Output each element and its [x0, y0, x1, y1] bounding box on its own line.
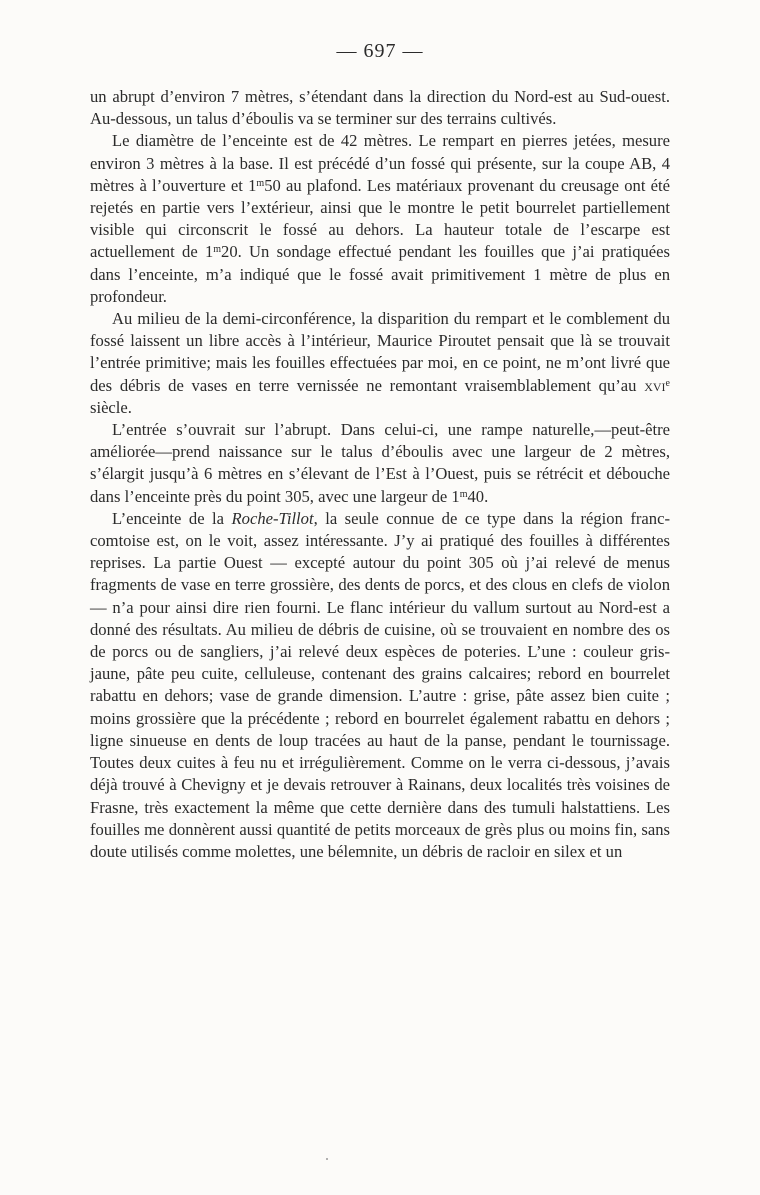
- text-run: , la seule connue de ce type dans la région franc-comtoise est, on le voit, assez intéressante. J’y ai pratiqué des fouilles à différentes reprises. La partie Ouest — excepté autour du point 305 où j’ai relevé de menus fragments de vase en terre grossière, des dents de porcs, et des clous en clefs de violon — n’a pour ainsi dire rien fourni. Le flanc intérieur du vallum surtout au Nord-est a donné des résultats. Au milieu de débris de cuisine, où se trouvaient en nombre des os de porcs ou de sangliers, j’ai relevé deux espèces de poteries. L’une : couleur gris-jaune, pâte peu cuite, celluleuse, contenant des grains calcaires; rebord en bourrelet rabattu en dehors; vase de grande dimension. L’autre : grise, pâte assez bien cuite ; moins grossière que la précédente ; rebord en bourrelet également rabattu en dehors ; ligne sinueuse en dents de loup tracées au haut de la panse, pendant le tournissage. Toutes deux cuites à feu nu et irrégulièrement. Comme on le verra ci-dessous, j’avais déjà trouvé à Chevigny et je devais retrouver à Rainans, deux localités très voisines de Frasne, très exactement la même que cette dernière dans des tumuli halstattiens. Les fouilles me donnèrent aussi quantité de petits morceaux de grès plus ou moins fin, sans doute utilisés comme molettes, une bélemnite, un débris de racloir en silex et un: [90, 508, 670, 861]
- italic-text: Roche-Tillot: [231, 508, 314, 528]
- superscript: m: [256, 177, 265, 189]
- text-run: 50 au plafond. Les matériaux provenant du creusage ont été rejetés en partie vers l’extérieur, ainsi que le montre le petit bourrelet partiellement visible qui circonscrit le fossé au dehors. La hauteur totale de l’escarpe est actuellement de 1: [90, 175, 670, 262]
- superscript: m: [459, 488, 468, 500]
- text-run: un abrupt d’environ 7 mètres, s’étendant dans la direction du Nord-est au Sud-ouest. Au-dessous, un talus d’éboulis va se terminer sur des terrains cultivés.: [90, 87, 670, 129]
- superscript: e: [665, 377, 670, 389]
- superscript: m: [213, 244, 222, 256]
- paragraph-p3: [90, 308, 670, 419]
- paragraph-p4: [90, 419, 670, 508]
- text-run: 20. Un sondage effectué pendant les fouilles que j’ai pratiquées dans l’enceinte, m’a indiqué que le fossé avait primitivement 1 mètre de plus en profondeur.: [90, 242, 670, 306]
- text-run: L’entrée s’ouvrait sur l’abrupt. Dans celui-ci, une rampe naturelle,—peut-être améliorée—prend naissance sur le talus d’éboulis avec une largeur de 2 mètres, s’élargit jusqu’à 6 mètres en s’élevant de l’Est à l’Ouest, puis se rétrécit et débouche dans l’enceinte près du point 305, avec une largeur de 1: [90, 420, 670, 506]
- text-run: Le diamètre de l’enceinte est de 42 mètres. Le rempart en pierres jetées, mesure environ 3 mètres à la base. Il est précédé d’un fossé qui présente, sur la coupe AB, 4 mètres à l’ouverture et 1: [90, 131, 670, 195]
- text-run: siècle.: [90, 397, 132, 417]
- text-run: 40.: [467, 486, 489, 506]
- body-text: [90, 86, 670, 863]
- paragraph-p2: [90, 130, 670, 308]
- text-run: L’enceinte de la: [112, 508, 232, 528]
- paper-speck: [326, 1158, 328, 1160]
- page-number: — 697 —: [336, 40, 424, 62]
- paragraph-p5: [90, 508, 670, 863]
- paragraph-p1: [90, 86, 670, 130]
- text-run: xvi: [644, 375, 666, 395]
- text-run: Au milieu de la demi-circonférence, la disparition du rempart et le comblement du fossé laissent un libre accès à l’intérieur, Maurice Piroutet pensait que là se trouvait l’entrée primitive; mais les fouilles effectuées par moi, en ce point, ne m’ont livré que des débris de vases en terre vernissée ne remontant vraisemblablement qu’au: [90, 309, 670, 395]
